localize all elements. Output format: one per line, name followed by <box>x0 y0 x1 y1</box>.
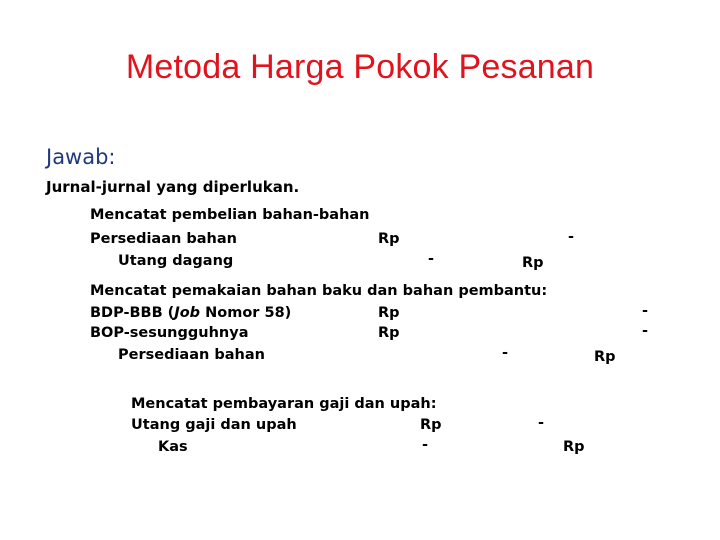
section3-credit-amount: - <box>422 437 429 453</box>
journal-subtitle: Jurnal-jurnal yang diperlukan. <box>46 178 300 196</box>
slide-title: Metoda Harga Pokok Pesanan <box>125 48 595 86</box>
section3-heading: Mencatat pembayaran gaji dan upah: <box>131 396 437 412</box>
section2-heading: Mencatat pemakaian bahan baku dan bahan pembantu: <box>90 283 548 299</box>
section1-credit-currency: Rp <box>522 255 544 271</box>
section2-credit-amount: - <box>502 345 509 361</box>
section2-debit2-amount: - <box>642 323 649 339</box>
section2-debit1-currency: Rp <box>378 305 400 321</box>
section2-debit1-account-suffix: Nomor 58) <box>200 305 292 321</box>
section2-debit2-account: BOP-sesungguhnya <box>90 325 249 341</box>
section1-credit-account: Utang dagang <box>118 253 234 269</box>
section3-credit-currency: Rp <box>563 439 585 455</box>
section2-debit1-account-job: Job <box>174 305 201 321</box>
section1-debit-amount: - <box>568 229 575 245</box>
answer-label: Jawab: <box>46 145 116 169</box>
section2-credit-currency: Rp <box>594 349 616 365</box>
section1-heading: Mencatat pembelian bahan-bahan <box>90 207 370 223</box>
section1-debit-currency: Rp <box>378 231 400 247</box>
section3-debit-currency: Rp <box>420 417 442 433</box>
section1-debit-account: Persediaan bahan <box>90 231 237 247</box>
section3-debit-amount: - <box>538 415 545 431</box>
section2-credit-account: Persediaan bahan <box>118 347 265 363</box>
section2-debit1-account-prefix: BDP-BBB ( <box>90 305 175 321</box>
section1-credit-amount: - <box>428 251 435 267</box>
section2-debit1-amount: - <box>642 303 649 319</box>
section2-debit1-account <box>90 305 291 321</box>
section2-debit2-currency: Rp <box>378 325 400 341</box>
section3-credit-account: Kas <box>158 439 188 455</box>
section3-debit-account: Utang gaji dan upah <box>131 417 297 433</box>
